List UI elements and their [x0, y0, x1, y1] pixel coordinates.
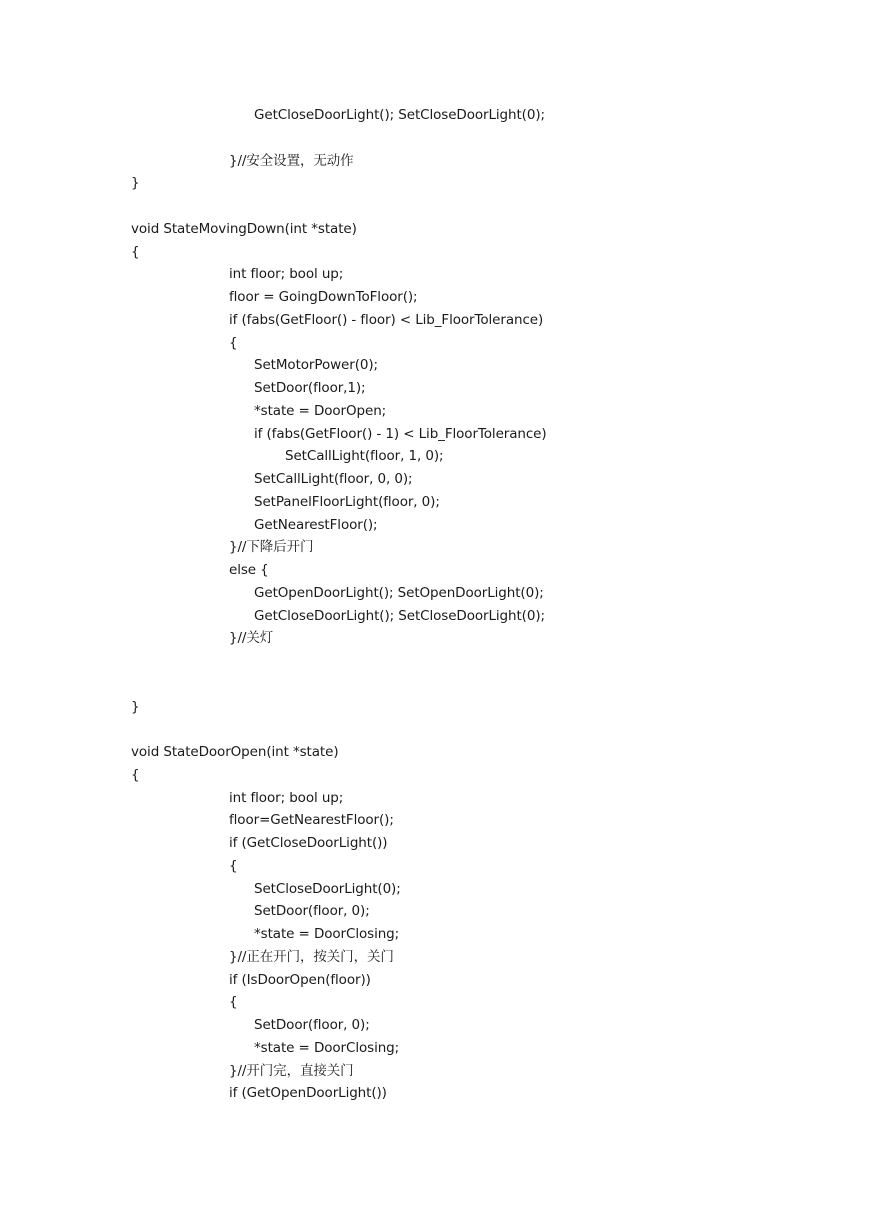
code-line: *state = DoorClosing; [254, 1039, 400, 1056]
code-line: int floor; bool up; [229, 266, 344, 283]
code-line: SetMotorPower(0); [254, 357, 378, 374]
code-line: if (fabs(GetFloor() - 1) < Lib_FloorTolerance) [254, 425, 547, 442]
code-line: }//开门完，直接关门 [229, 1062, 354, 1079]
code-line: GetOpenDoorLight(); SetOpenDoorLight(0); [254, 584, 544, 601]
code-line: }//关灯 [229, 630, 274, 647]
code-line: SetDoor(floor, 0); [254, 1017, 370, 1033]
code-line: { [229, 857, 238, 874]
code-line: }//下降后开门 [229, 539, 314, 556]
code-line: } [131, 698, 140, 715]
code-line: }//安全设置，无动作 [229, 152, 354, 169]
code-line: GetCloseDoorLight(); SetCloseDoorLight(0); [254, 107, 545, 123]
code-line: else { [229, 562, 269, 578]
code-line: { [131, 766, 140, 783]
code-line: int floor; bool up; [229, 789, 344, 806]
code-line: SetCallLight(floor, 0, 0); [254, 471, 413, 487]
code-line: SetDoor(floor, 0); [254, 903, 370, 920]
code-line: SetCloseDoorLight(0); [254, 880, 401, 897]
code-line: SetDoor(floor,1); [254, 380, 366, 396]
code-line: { [131, 243, 140, 260]
code-line: GetCloseDoorLight(); SetCloseDoorLight(0); [254, 607, 545, 624]
code-line: floor=GetNearestFloor(); [229, 812, 394, 829]
code-line: if (GetCloseDoorLight()) [229, 835, 388, 851]
code-line: floor = GoingDownToFloor(); [229, 289, 418, 305]
code-line: { [229, 334, 238, 351]
code-line: if (GetOpenDoorLight()) [229, 1085, 387, 1102]
code-line: *state = DoorClosing; [254, 926, 400, 942]
code-line: *state = DoorOpen; [254, 402, 387, 419]
code-line: } [131, 175, 140, 192]
code-line: if (IsDoorOpen(floor)) [229, 971, 371, 988]
code-line: void StateMovingDown(int *state) [131, 220, 357, 237]
code-line: SetCallLight(floor, 1, 0); [285, 448, 444, 465]
code-line: if (fabs(GetFloor() - floor) < Lib_FloorTolerance) [229, 311, 544, 328]
code-line: GetNearestFloor(); [254, 516, 378, 533]
code-line: void StateDoorOpen(int *state) [131, 744, 339, 760]
code-line: SetPanelFloorLight(floor, 0); [254, 493, 440, 510]
code-line: { [229, 994, 238, 1011]
code-line: }//正在开门，按关门，关门 [229, 948, 394, 965]
